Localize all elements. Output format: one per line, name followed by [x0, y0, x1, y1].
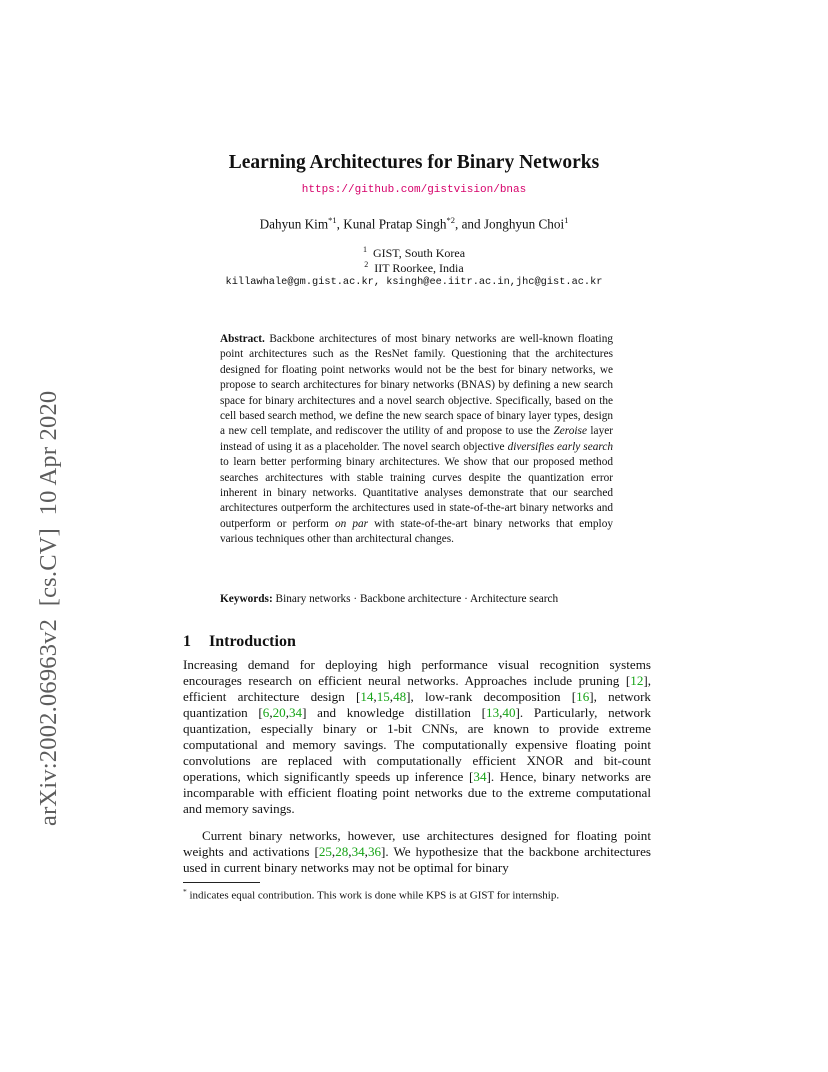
- citation-separator: ,: [269, 705, 273, 720]
- abstract-text: to learn better performing binary architectures. We show that our proposed method searches architectures with stable training curves despite the quantization error inherent in binary networks. Quantitative analyses demonstrate that our searched architectures outperform the architectures used in state-of-the-art binary networks and outperform or perform: [220, 456, 613, 530]
- abstract-text: with state-of-the-art binary networks that employ various techniques other than architectural changes.: [220, 517, 613, 546]
- body-text: ], efficient architecture design [: [183, 673, 651, 704]
- abstract-text: Backbone architectures of most binary networks are well-known floating point architectures such as the ResNet family. Questioning that the architectures designed for floating point networks would not be the best for binary networks, we propose to search architectures for binary networks (BNAS) by defining a new search space for binary architectures and a novel search objective. Specifically, based on the cell based search method, we define the new search space of binary layer types, design a new cell template, and rediscover the utility of and propose to use the: [220, 333, 613, 438]
- keywords: [220, 593, 640, 605]
- intro-paragraph: [183, 657, 651, 817]
- citation-link[interactable]: 34: [289, 705, 303, 720]
- author-separator: , and: [454, 216, 484, 232]
- author-marker: *2: [446, 215, 455, 225]
- citation-link[interactable]: 15: [376, 689, 390, 704]
- abstract: [220, 332, 613, 548]
- author-name: Dahyun Kim: [259, 216, 329, 232]
- citation-link[interactable]: 25: [318, 844, 332, 859]
- intro-paragraph: [183, 828, 651, 876]
- abstract-emphasis: Zeroise: [553, 425, 587, 438]
- author-marker: *1: [328, 215, 337, 225]
- citation-link[interactable]: 20: [272, 705, 286, 720]
- citation-link[interactable]: 13: [486, 705, 500, 720]
- author-separator: ,: [336, 216, 344, 232]
- citation-link[interactable]: 14: [360, 689, 374, 704]
- citation-link[interactable]: 36: [367, 844, 382, 859]
- citation-separator: ,: [348, 844, 352, 859]
- affiliation-text: IIT Roorkee, India: [374, 261, 464, 275]
- arxiv-identifier-text: arXiv:2002.06963v2 [cs.CV] 10 Apr 2020: [35, 390, 62, 826]
- citation-link[interactable]: 34: [351, 844, 365, 859]
- affiliation-line: [0, 260, 828, 276]
- footnote: [183, 887, 683, 902]
- section-title: Introduction: [209, 633, 296, 650]
- citation-link[interactable]: 34: [473, 769, 487, 784]
- author-list: [0, 215, 828, 232]
- body-text: Current binary networks, however, use architectures designed for floating point weights and activations [: [183, 828, 651, 859]
- keywords-label: Keywords:: [220, 593, 273, 605]
- author-name: Jonghyun Choi: [483, 216, 565, 232]
- code-link[interactable]: https://github.com/gistvision/bnas: [301, 184, 527, 196]
- body-text: ]. Particularly, network quantization, especially binary or 1-bit CNNs, are known to provide extreme computational and memory savings. The computationally expensive floating point convolutions are replaced with computationally efficient XNOR and bit-count operations, which significantly speeds up inference [: [183, 705, 651, 784]
- body-text: ], low-rank decomposition [: [406, 689, 577, 704]
- citation-separator: ,: [373, 689, 377, 704]
- citation-separator: ,: [389, 689, 394, 704]
- abstract-text: layer instead of using it as a placeholder. The novel search objective: [220, 425, 613, 453]
- author-name: Kunal Pratap Singh: [343, 216, 447, 232]
- affiliation-line: [0, 245, 828, 261]
- abstract-label: Abstract.: [220, 333, 265, 345]
- body-text: ]. We hypothesize that the backbone architectures used in current binary networks may not be optimal for binary: [183, 844, 651, 875]
- body-text: ], network quantization [: [183, 689, 651, 720]
- body-text: ]. Hence, binary networks are incomparable with efficient floating point networks due to the extreme computational and memory savings.: [183, 769, 651, 816]
- citation-link[interactable]: 6: [262, 705, 270, 720]
- author-emails: killawhale@gm.gist.ac.kr, ksingh@ee.iitr.ac.in,jhc@gist.ac.kr: [225, 276, 603, 288]
- section-number: 1: [183, 633, 191, 650]
- footnote-text: indicates equal contribution. This work is done while KPS is at GIST for internship.: [186, 889, 560, 902]
- citation-separator: ,: [285, 705, 289, 720]
- footnote-divider: [183, 882, 260, 883]
- citation-separator: ,: [364, 844, 368, 859]
- citation-link[interactable]: 40: [502, 705, 516, 720]
- affiliation-marker: 2: [364, 260, 369, 269]
- citation-separator: ,: [331, 844, 336, 859]
- arxiv-identifier: [35, 390, 62, 826]
- author-marker: 1: [564, 215, 569, 225]
- citation-link[interactable]: 12: [630, 673, 644, 688]
- citation-link[interactable]: 48: [393, 689, 407, 704]
- abstract-emphasis: on par: [334, 517, 369, 530]
- affiliation-text: GIST, South Korea: [372, 246, 466, 260]
- footnote-marker: *: [183, 887, 187, 896]
- affiliation-marker: 1: [362, 245, 367, 254]
- citation-separator: ,: [499, 705, 503, 720]
- body-text: ] and knowledge distillation [: [302, 705, 487, 720]
- abstract-emphasis: diversifies early search: [507, 440, 613, 453]
- keywords-text: Binary networks · Backbone architecture · Architecture search: [272, 593, 559, 605]
- paper-title: Learning Architectures for Binary Networks: [228, 152, 600, 173]
- citation-link[interactable]: 16: [576, 689, 590, 704]
- body-text: Increasing demand for deploying high performance visual recognition systems encourages research on efficient neural networks. Approaches include pruning [: [183, 657, 651, 688]
- section-heading: [183, 633, 296, 651]
- citation-link[interactable]: 28: [335, 844, 349, 859]
